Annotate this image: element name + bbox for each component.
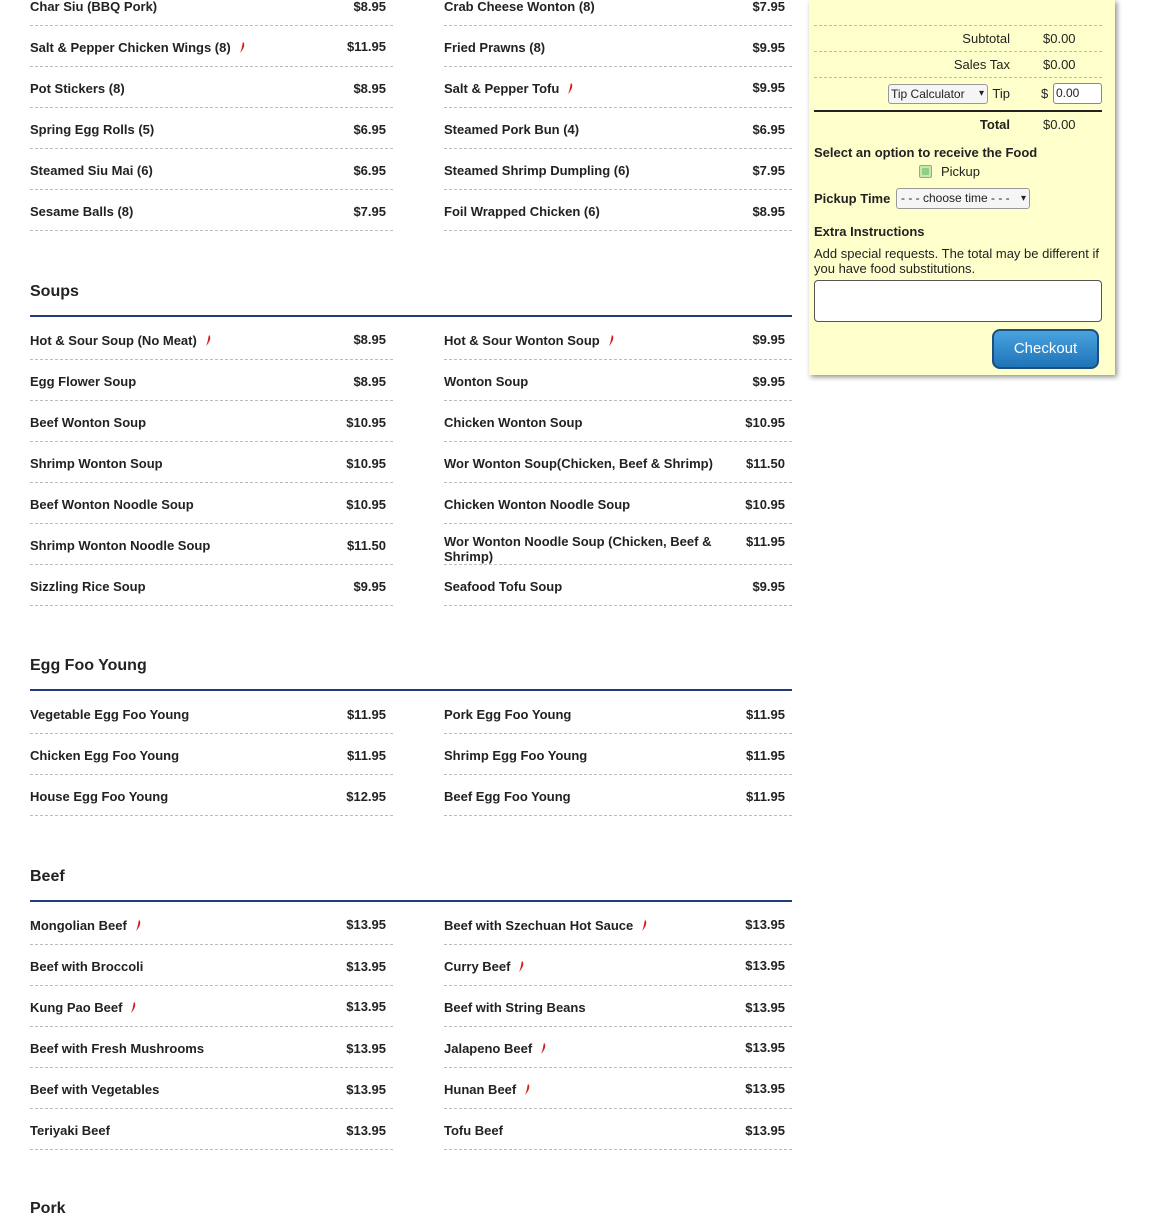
- menu-item[interactable]: [444, 775, 792, 816]
- extra-instructions-note: Add special requests. The total may be different if you have food substitutions.: [814, 246, 1099, 276]
- item-price[interactable]: $9.95: [752, 332, 785, 347]
- chili-icon: [519, 961, 524, 972]
- divider: [814, 77, 1102, 78]
- item-price[interactable]: $10.95: [745, 497, 785, 512]
- item-price[interactable]: $9.95: [752, 40, 785, 55]
- item-price[interactable]: $13.95: [346, 1041, 386, 1056]
- chili-icon: [240, 42, 245, 53]
- chevron-down-icon: ▾: [978, 88, 984, 99]
- tax-label: Sales Tax: [953, 57, 1010, 72]
- item-price[interactable]: $11.50: [745, 456, 785, 471]
- menu-item[interactable]: [444, 0, 792, 26]
- menu-item[interactable]: [444, 1027, 792, 1068]
- item-price[interactable]: $13.95: [745, 1000, 785, 1015]
- item-price[interactable]: $6.95: [353, 163, 386, 178]
- subtotal-value: $0.00: [1043, 31, 1076, 46]
- item-name[interactable]: Beef with String Beans: [444, 1000, 586, 1015]
- divider: [814, 51, 1102, 52]
- pickup-time-label: Pickup Time: [814, 191, 891, 206]
- item-name[interactable]: Spring Egg Rolls (5): [30, 122, 155, 137]
- item-price[interactable]: $8.95: [752, 204, 785, 219]
- menu-item[interactable]: [30, 67, 393, 108]
- item-price[interactable]: $13.95: [346, 1123, 386, 1138]
- extra-instructions-textarea[interactable]: [814, 280, 1102, 322]
- item-price[interactable]: $11.95: [346, 748, 386, 763]
- total-label: Total: [979, 117, 1010, 132]
- item-price[interactable]: $13.95: [346, 959, 386, 974]
- menu-item[interactable]: [444, 442, 792, 483]
- section-divider: [30, 900, 792, 902]
- item-name[interactable]: Curry Beef: [444, 959, 524, 974]
- total-divider: [814, 110, 1102, 112]
- item-name[interactable]: Chicken Wonton Soup: [444, 415, 583, 430]
- menu-item[interactable]: [30, 483, 393, 524]
- item-name[interactable]: Shrimp Wonton Noodle Soup: [30, 538, 211, 553]
- chili-icon: [525, 1084, 530, 1095]
- chili-icon: [131, 1002, 136, 1013]
- menu-item[interactable]: [444, 524, 792, 565]
- menu-item[interactable]: [30, 442, 393, 483]
- item-name[interactable]: Jalapeno Beef: [444, 1041, 546, 1056]
- receive-option-heading: Select an option to receive the Food: [814, 145, 1038, 160]
- item-price[interactable]: $8.95: [353, 0, 386, 14]
- item-name[interactable]: Steamed Shrimp Dumpling (6): [444, 163, 630, 178]
- item-price[interactable]: $11.95: [745, 707, 785, 722]
- item-price[interactable]: $9.95: [353, 579, 386, 594]
- menu-item[interactable]: [30, 1027, 393, 1068]
- menu-item[interactable]: [30, 524, 393, 565]
- item-name[interactable]: Beef with Fresh Mushrooms: [30, 1041, 205, 1056]
- item-price[interactable]: $10.95: [346, 415, 386, 430]
- item-name[interactable]: Salt & Pepper Chicken Wings (8): [30, 40, 245, 55]
- menu-item[interactable]: [444, 190, 792, 231]
- pickup-time-select[interactable]: - - - choose time - - - ▾: [896, 188, 1030, 209]
- section-divider: [30, 315, 792, 317]
- chili-icon: [136, 920, 141, 931]
- menu-item[interactable]: [444, 26, 792, 67]
- item-price[interactable]: $10.95: [346, 497, 386, 512]
- menu-item[interactable]: [444, 734, 792, 775]
- item-price[interactable]: $9.95: [752, 80, 785, 95]
- section-title-beef: Beef: [30, 868, 65, 885]
- checkout-button[interactable]: Checkout: [992, 329, 1099, 369]
- item-price[interactable]: $8.95: [353, 332, 386, 347]
- menu-item[interactable]: [30, 1109, 393, 1150]
- section-divider: [30, 689, 792, 691]
- item-name[interactable]: Beef Wonton Noodle Soup: [30, 497, 194, 512]
- menu-item[interactable]: [444, 319, 792, 360]
- menu-item[interactable]: [444, 108, 792, 149]
- chili-icon: [206, 335, 211, 346]
- menu-item[interactable]: [30, 1068, 393, 1109]
- item-price[interactable]: $10.95: [745, 415, 785, 430]
- menu-item[interactable]: [30, 565, 393, 606]
- item-price[interactable]: $7.95: [752, 163, 785, 178]
- menu-item[interactable]: [444, 360, 792, 401]
- menu-item[interactable]: [30, 401, 393, 442]
- item-price[interactable]: $12.95: [346, 789, 386, 804]
- item-name[interactable]: Kung Pao Beef: [30, 1000, 136, 1015]
- item-price[interactable]: $13.95: [346, 999, 386, 1014]
- item-name[interactable]: Sesame Balls (8): [30, 204, 134, 219]
- pickup-label[interactable]: Pickup: [941, 164, 981, 179]
- menu-item[interactable]: [444, 1109, 792, 1150]
- menu-item[interactable]: [30, 775, 393, 816]
- menu-item[interactable]: [444, 483, 792, 524]
- item-price[interactable]: $7.95: [752, 0, 785, 14]
- tip-currency: $: [1041, 86, 1049, 101]
- item-name[interactable]: Beef with Broccoli: [30, 959, 144, 974]
- chevron-down-icon: ▾: [1020, 193, 1026, 204]
- menu-item[interactable]: [444, 986, 792, 1027]
- menu-item[interactable]: [444, 401, 792, 442]
- item-price[interactable]: $13.95: [745, 917, 785, 932]
- chili-icon: [609, 335, 614, 346]
- cart-panel: [809, 0, 1115, 375]
- menu-item[interactable]: [30, 149, 393, 190]
- item-name[interactable]: Fried Prawns (8): [444, 40, 546, 55]
- item-price[interactable]: $7.95: [353, 204, 386, 219]
- menu-item[interactable]: [30, 108, 393, 149]
- menu-item[interactable]: [30, 190, 393, 231]
- tip-input[interactable]: 0.00: [1053, 83, 1102, 104]
- menu-item[interactable]: [444, 693, 792, 734]
- item-name[interactable]: Salt & Pepper Tofu: [444, 81, 573, 96]
- item-price[interactable]: $11.95: [346, 39, 386, 54]
- extra-instructions-heading: Extra Instructions: [814, 224, 925, 239]
- item-price[interactable]: $6.95: [353, 122, 386, 137]
- item-name[interactable]: Crab Cheese Wonton (8): [444, 0, 595, 14]
- menu-item[interactable]: [30, 26, 393, 67]
- item-price[interactable]: $10.95: [346, 456, 386, 471]
- item-name[interactable]: Beef with Vegetables: [30, 1082, 160, 1097]
- item-price[interactable]: $11.50: [346, 538, 386, 553]
- item-price[interactable]: $8.95: [353, 374, 386, 389]
- menu-item[interactable]: [30, 986, 393, 1027]
- menu-item[interactable]: [30, 904, 393, 945]
- item-name[interactable]: Beef Egg Foo Young: [444, 789, 571, 804]
- item-name[interactable]: Steamed Siu Mai (6): [30, 163, 153, 178]
- item-price[interactable]: $8.95: [353, 81, 386, 96]
- menu-item[interactable]: [30, 734, 393, 775]
- item-name[interactable]: Chicken Wonton Noodle Soup: [444, 497, 631, 512]
- item-name[interactable]: Shrimp Egg Foo Young: [444, 748, 588, 763]
- item-name[interactable]: Egg Flower Soup: [30, 374, 137, 389]
- item-name[interactable]: Teriyaki Beef: [30, 1123, 110, 1138]
- menu-item[interactable]: [30, 319, 393, 360]
- divider: [814, 25, 1102, 26]
- item-price[interactable]: $11.95: [745, 748, 785, 763]
- item-price[interactable]: $9.95: [752, 579, 785, 594]
- item-price[interactable]: $13.95: [346, 1082, 386, 1097]
- chili-icon: [642, 920, 647, 931]
- item-name[interactable]: Seafood Tofu Soup: [444, 579, 563, 594]
- menu-item[interactable]: [30, 693, 393, 734]
- item-name[interactable]: Beef with Szechuan Hot Sauce: [444, 918, 647, 933]
- item-price[interactable]: $13.95: [745, 958, 785, 973]
- item-price[interactable]: $13.95: [346, 917, 386, 932]
- item-price[interactable]: $6.95: [752, 122, 785, 137]
- chili-icon: [568, 83, 573, 94]
- item-name[interactable]: Hot & Sour Wonton Soup: [444, 333, 614, 348]
- menu-item[interactable]: [444, 945, 792, 986]
- item-name[interactable]: Tofu Beef: [444, 1123, 503, 1138]
- item-name[interactable]: Wor Wonton Noodle Soup (Chicken, Beef & Shrimp): [444, 534, 712, 564]
- item-price[interactable]: $11.95: [745, 534, 785, 549]
- section-title-pork: Pork: [30, 1200, 66, 1217]
- item-name[interactable]: Beef Wonton Soup: [30, 415, 147, 430]
- item-name[interactable]: Vegetable Egg Foo Young: [30, 707, 190, 722]
- menu-item[interactable]: [444, 1068, 792, 1109]
- item-price[interactable]: $13.95: [745, 1040, 785, 1055]
- item-name[interactable]: Wor Wonton Soup(Chicken, Beef & Shrimp): [444, 456, 713, 471]
- item-price[interactable]: $11.95: [745, 789, 785, 804]
- section-title-egg-foo-young: Egg Foo Young: [30, 657, 147, 674]
- item-name[interactable]: Hunan Beef: [444, 1082, 530, 1097]
- tip-label: Tip: [992, 86, 1010, 101]
- menu-item[interactable]: [444, 565, 792, 606]
- tax-value: $0.00: [1043, 57, 1076, 72]
- tip-calculator-select[interactable]: Tip Calculator ▾: [888, 84, 988, 104]
- menu-item[interactable]: [444, 67, 792, 108]
- chili-icon: [541, 1043, 546, 1054]
- menu-item[interactable]: [444, 149, 792, 190]
- item-name[interactable]: Mongolian Beef: [30, 918, 141, 933]
- menu-item[interactable]: [444, 904, 792, 945]
- item-price[interactable]: $13.95: [745, 1123, 785, 1138]
- subtotal-label: Subtotal: [962, 31, 1010, 46]
- menu-item[interactable]: [30, 360, 393, 401]
- item-price[interactable]: $13.95: [745, 1081, 785, 1096]
- item-name[interactable]: Sizzling Rice Soup: [30, 579, 146, 594]
- item-name[interactable]: Steamed Pork Bun (4): [444, 122, 580, 137]
- total-value: $0.00: [1043, 117, 1076, 132]
- item-name[interactable]: Char Siu (BBQ Pork): [30, 0, 158, 14]
- item-name[interactable]: Wonton Soup: [444, 374, 529, 389]
- item-name[interactable]: Pork Egg Foo Young: [444, 707, 572, 722]
- item-name[interactable]: Chicken Egg Foo Young: [30, 748, 180, 763]
- item-price[interactable]: $11.95: [346, 707, 386, 722]
- menu-item[interactable]: [30, 0, 393, 26]
- section-title-soups: Soups: [30, 283, 79, 300]
- item-name[interactable]: Shrimp Wonton Soup: [30, 456, 163, 471]
- pickup-checkbox[interactable]: [919, 165, 932, 178]
- item-name[interactable]: Pot Stickers (8): [30, 81, 125, 96]
- item-name[interactable]: House Egg Foo Young: [30, 789, 169, 804]
- menu-item[interactable]: [30, 945, 393, 986]
- item-name[interactable]: Hot & Sour Soup (No Meat): [30, 333, 211, 348]
- item-name[interactable]: Foil Wrapped Chicken (6): [444, 204, 600, 219]
- item-price[interactable]: $9.95: [752, 374, 785, 389]
